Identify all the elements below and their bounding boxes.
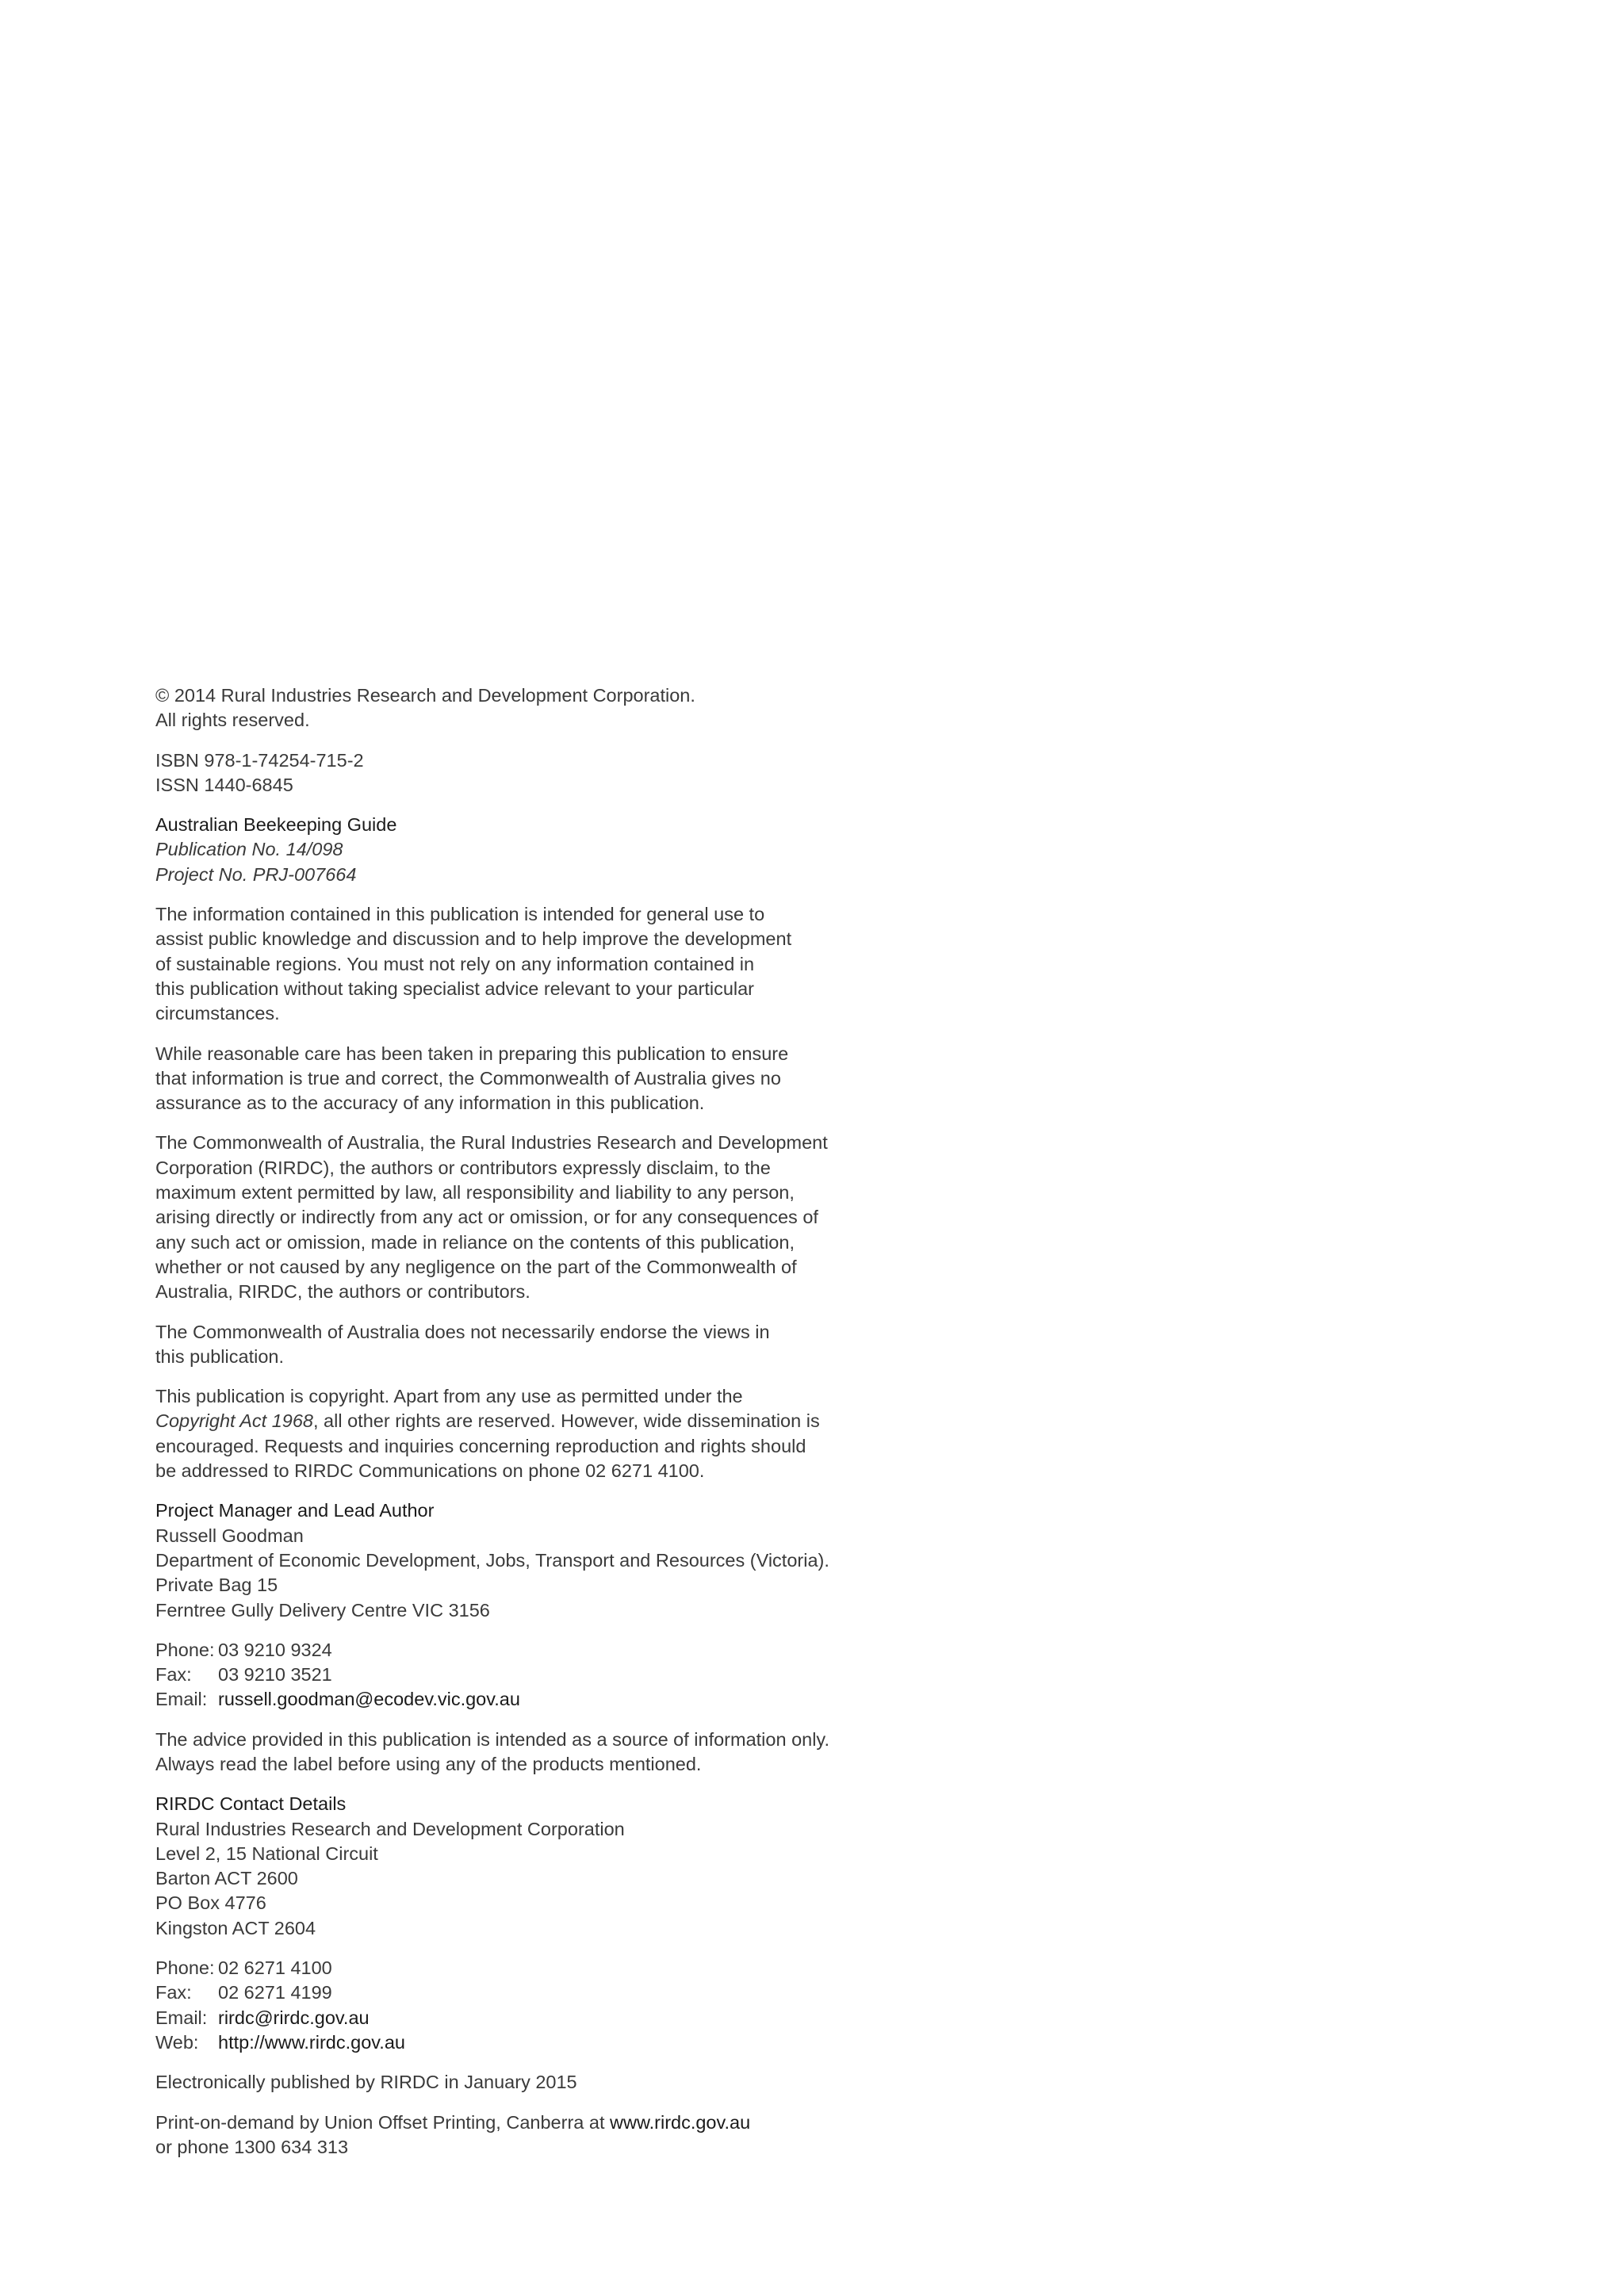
copyright-notice bbox=[155, 1384, 853, 1483]
paragraph-line: The Commonwealth of Australia does not necessarily endorse the views in bbox=[155, 1321, 770, 1342]
publication-title: Australian Beekeeping Guide bbox=[155, 814, 397, 836]
published-line: Electronically published by RIRDC in January 2015 bbox=[155, 2072, 577, 2093]
rights-reserved-line: All rights reserved. bbox=[155, 710, 310, 731]
rirdc-email-link[interactable]: rirdc@rirdc.gov.au bbox=[218, 2007, 370, 2028]
print-web-link[interactable]: www.rirdc.gov.au bbox=[610, 2111, 751, 2133]
email-label: Email: bbox=[155, 2007, 208, 2028]
rirdc-name: Rural Industries Research and Development Corporation bbox=[155, 1818, 625, 1839]
disclaimer-liability bbox=[155, 1131, 853, 1304]
paragraph-line: of sustainable regions. You must not rely on any information contained in bbox=[155, 953, 755, 974]
paragraph-line: Australia, RIRDC, the authors or contributors. bbox=[155, 1281, 530, 1303]
author-contact-block bbox=[155, 1638, 853, 1712]
rirdc-phone-row bbox=[155, 1956, 853, 1980]
paragraph-line: encouraged. Requests and inquiries concerning reproduction and rights should bbox=[155, 1435, 806, 1456]
web-label: Web: bbox=[155, 2031, 199, 2053]
print-phone-line: or phone 1300 634 313 bbox=[155, 2136, 349, 2157]
rirdc-address-line: Barton ACT 2600 bbox=[155, 1868, 298, 1889]
paragraph-line: maximum extent permitted by law, all responsibility and liability to any person, bbox=[155, 1182, 795, 1203]
author-phone-row bbox=[155, 1638, 853, 1663]
rirdc-fax-row bbox=[155, 1980, 853, 2005]
paragraph-line: circumstances. bbox=[155, 1003, 280, 1024]
author-fax: 03 9210 3521 bbox=[218, 1664, 332, 1686]
rirdc-address-line: Kingston ACT 2604 bbox=[155, 1917, 316, 1938]
paragraph-line: whether or not caused by any negligence on the part of the Commonwealth of bbox=[155, 1256, 797, 1277]
copyright-notice-text: , all other rights are reserved. However, wide dissemination is bbox=[313, 1410, 820, 1432]
copyright-block bbox=[155, 683, 853, 733]
author-phone: 03 9210 9324 bbox=[218, 1639, 332, 1660]
print-block bbox=[155, 2110, 853, 2160]
phone-label: Phone: bbox=[155, 1639, 215, 1660]
rirdc-phone: 02 6271 4100 bbox=[218, 1957, 332, 1979]
disclaimer-reasonable-care bbox=[155, 1042, 853, 1116]
published-block bbox=[155, 2070, 853, 2095]
issn: ISSN 1440-6845 bbox=[155, 774, 293, 795]
paragraph-line: be addressed to RIRDC Communications on phone 02 6271 4100. bbox=[155, 1460, 705, 1482]
rirdc-block bbox=[155, 1792, 853, 1941]
publication-number: Publication No. 14/098 bbox=[155, 839, 343, 860]
author-address-line: Ferntree Gully Delivery Centre VIC 3156 bbox=[155, 1599, 490, 1621]
disclaimer-general-use bbox=[155, 902, 853, 1026]
paragraph-line: Corporation (RIRDC), the authors or contributors expressly disclaim, to the bbox=[155, 1157, 771, 1178]
paragraph-line: arising directly or indirectly from any act or omission, or for any consequences of bbox=[155, 1207, 818, 1228]
paragraph-line: this publication. bbox=[155, 1345, 284, 1367]
paragraph-line: that information is true and correct, the Commonwealth of Australia gives no bbox=[155, 1067, 781, 1089]
email-label: Email: bbox=[155, 1689, 208, 1710]
author-fax-row bbox=[155, 1663, 853, 1687]
rirdc-fax: 02 6271 4199 bbox=[218, 1982, 332, 2003]
paragraph-line: any such act or omission, made in reliance on the contents of this publication, bbox=[155, 1231, 795, 1253]
fax-label: Fax: bbox=[155, 1982, 192, 2003]
rirdc-address-line: PO Box 4776 bbox=[155, 1892, 266, 1914]
paragraph-line: The information contained in this publication is intended for general use to bbox=[155, 904, 765, 925]
rirdc-web-link[interactable]: http://www.rirdc.gov.au bbox=[218, 2031, 405, 2053]
paragraph-line: The Commonwealth of Australia, the Rural Industries Research and Development bbox=[155, 1132, 828, 1154]
fax-label: Fax: bbox=[155, 1664, 192, 1686]
copyright-line: © 2014 Rural Industries Research and Development Corporation. bbox=[155, 685, 695, 706]
advice-block bbox=[155, 1728, 853, 1777]
paragraph-line: The advice provided in this publication is intended as a source of information only. bbox=[155, 1728, 829, 1750]
paragraph-line: assurance as to the accuracy of any information in this publication. bbox=[155, 1093, 705, 1114]
rirdc-heading: RIRDC Contact Details bbox=[155, 1793, 347, 1815]
rirdc-email-row bbox=[155, 2006, 853, 2030]
rirdc-address-line: Level 2, 15 National Circuit bbox=[155, 1843, 378, 1864]
project-number: Project No. PRJ-007664 bbox=[155, 863, 357, 885]
paragraph-line bbox=[155, 1409, 853, 1433]
paragraph-line: Always read the label before using any of the products mentioned. bbox=[155, 1753, 702, 1774]
imprint-page bbox=[155, 683, 853, 2175]
paragraph-line: While reasonable care has been taken in preparing this publication to ensure bbox=[155, 1043, 789, 1064]
author-block bbox=[155, 1498, 853, 1622]
rirdc-web-row bbox=[155, 2030, 853, 2055]
print-line bbox=[155, 2110, 853, 2135]
disclaimer-endorse bbox=[155, 1320, 853, 1370]
paragraph-line: this publication without taking specialist advice relevant to your particular bbox=[155, 978, 755, 999]
author-heading: Project Manager and Lead Author bbox=[155, 1500, 435, 1521]
publication-block bbox=[155, 813, 853, 887]
author-name: Russell Goodman bbox=[155, 1525, 304, 1546]
phone-label: Phone: bbox=[155, 1957, 215, 1979]
author-address-line: Private Bag 15 bbox=[155, 1575, 278, 1596]
author-email-link[interactable]: russell.goodman@ecodev.vic.gov.au bbox=[218, 1689, 520, 1710]
copyright-act-title: Copyright Act 1968 bbox=[155, 1410, 313, 1432]
author-email-row bbox=[155, 1687, 853, 1712]
paragraph-line: assist public knowledge and discussion and to help improve the development bbox=[155, 928, 792, 950]
paragraph-line: This publication is copyright. Apart from any use as permitted under the bbox=[155, 1386, 743, 1407]
rirdc-contact-block bbox=[155, 1956, 853, 2055]
identifiers-block bbox=[155, 748, 853, 798]
print-text: Print-on-demand by Union Offset Printing, Canberra at bbox=[155, 2111, 610, 2133]
author-department: Department of Economic Development, Jobs, Transport and Resources (Victoria). bbox=[155, 1549, 829, 1571]
isbn: ISBN 978-1-74254-715-2 bbox=[155, 749, 364, 771]
